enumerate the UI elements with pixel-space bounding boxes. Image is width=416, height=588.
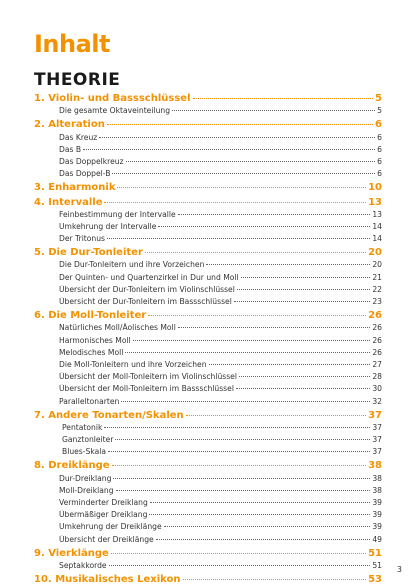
entry-label: Melodisches Moll: [59, 347, 124, 357]
entry-page-number: 39: [372, 498, 382, 507]
dot-leader: [109, 565, 371, 566]
entry-page-number: 38: [368, 460, 382, 472]
entry-page-number: 27: [372, 359, 382, 369]
entry-page-number: 23: [372, 297, 382, 306]
entry-page-number: 38: [372, 485, 382, 495]
entry-label: Das Doppelkreuz: [59, 156, 124, 166]
dot-leader: [116, 490, 371, 491]
dot-leader: [99, 137, 375, 138]
toc-sub-entry[interactable]: [34, 145, 382, 157]
dot-leader: [164, 526, 371, 527]
dot-leader: [172, 110, 375, 111]
page-number: 3: [396, 565, 402, 574]
dot-leader: [149, 514, 370, 515]
entry-label: Umkehrung der Intervalle: [59, 221, 157, 231]
entry-label: Das Kreuz: [59, 132, 98, 142]
dot-leader: [113, 478, 370, 479]
dot-leader: [112, 173, 375, 174]
entry-label: Das Doppel-B: [59, 169, 111, 179]
entry-label: Pentatonik: [62, 422, 103, 432]
toc-sub-entry[interactable]: [34, 397, 382, 409]
dot-leader: [121, 401, 370, 402]
entry-label: Verminderter Dreiklang: [59, 498, 148, 507]
entry-page-number: 21: [372, 272, 382, 282]
dot-leader: [108, 451, 370, 452]
dot-leader: [83, 149, 375, 150]
entry-label: Übersicht der Dreiklänge: [59, 534, 154, 544]
toc-chapter-entry[interactable]: [34, 119, 382, 132]
entry-label: 6. Die Moll-Tonleiter: [34, 310, 147, 322]
entry-label: Übersicht der Moll-Tonleitern im Bassschlüssel: [59, 384, 234, 394]
entry-label: Übermäßiger Dreiklang: [59, 510, 148, 520]
dot-leader: [150, 502, 371, 503]
dot-leader: [186, 415, 366, 416]
entry-page-number: 49: [372, 534, 382, 544]
dot-leader: [107, 124, 373, 125]
entry-page-number: 20: [368, 247, 382, 259]
dot-leader: [115, 439, 370, 440]
entry-page-number: 14: [372, 221, 382, 231]
dot-leader: [206, 264, 370, 265]
entry-label: Ganztonleiter: [62, 435, 114, 445]
entry-label: Übersicht der Dur-Tonleitern im Bassschlüssel: [59, 297, 232, 306]
entry-label: Übersicht der Dur-Tonleitern im Violinschlüssel: [59, 284, 235, 294]
toc-sub-entry[interactable]: [34, 486, 382, 498]
dot-leader: [178, 214, 371, 215]
entry-page-number: 32: [372, 396, 382, 406]
entry-page-number: 13: [372, 209, 382, 219]
entry-page-number: 14: [372, 234, 382, 244]
entry-page-number: 22: [372, 284, 382, 294]
entry-label: Übersicht der Moll-Tonleitern im Violinschlüssel: [59, 372, 237, 382]
dot-leader: [209, 364, 371, 365]
entry-label: Moll-Dreiklang: [59, 485, 114, 495]
entry-label: Der Quinten- und Quartenzirkel in Dur und Moll: [59, 272, 239, 282]
dot-leader: [104, 427, 370, 428]
dot-leader: [107, 238, 370, 239]
entry-label: 5. Die Dur-Tonleiter: [34, 247, 143, 259]
dot-leader: [156, 539, 371, 540]
toc-sub-entry[interactable]: [34, 210, 382, 222]
dot-leader: [148, 315, 366, 316]
entry-label: 10. Musikalisches Lexikon: [34, 574, 181, 586]
entry-page-number: 10: [368, 182, 382, 194]
toc-chapter-entry[interactable]: [34, 93, 382, 106]
entry-label: Harmonisches Moll: [59, 335, 131, 345]
entry-page-number: 6: [375, 119, 382, 131]
toc-sub-entry[interactable]: [34, 372, 382, 384]
entry-page-number: 6: [377, 169, 382, 179]
toc-sub-entry[interactable]: [34, 474, 382, 486]
toc-sub-entry[interactable]: [34, 273, 382, 285]
dot-leader: [193, 98, 374, 99]
dot-leader: [234, 301, 371, 302]
entry-page-number: 5: [375, 93, 382, 104]
entry-page-number: 26: [368, 310, 382, 322]
toc-sub-entry[interactable]: [34, 510, 382, 522]
toc-sub-entry[interactable]: [34, 157, 382, 169]
entry-page-number: 53: [368, 574, 382, 586]
toc-sub-entry[interactable]: [34, 234, 382, 246]
entry-label: Der Tritonus: [59, 234, 106, 244]
toc-chapter-entry[interactable]: [34, 574, 382, 587]
entry-page-number: 26: [372, 335, 382, 345]
toc-sub-entry[interactable]: [34, 498, 382, 510]
dot-leader: [158, 226, 370, 227]
entry-label: 9. Vierklänge: [34, 547, 109, 559]
toc-sub-entry[interactable]: [34, 435, 382, 447]
toc-sub-entry[interactable]: [34, 336, 382, 348]
dot-leader: [236, 388, 370, 389]
dot-leader: [126, 161, 376, 162]
entry-label: 7. Andere Tonarten/Skalen: [34, 409, 184, 421]
toc-sub-entry[interactable]: [34, 535, 382, 547]
entry-page-number: 28: [372, 372, 382, 382]
dot-leader: [117, 187, 366, 188]
section-title: THEORIE: [34, 70, 121, 90]
dot-leader: [145, 252, 366, 253]
entry-label: Umkehrung der Dreiklänge: [59, 522, 162, 532]
dot-leader: [125, 352, 370, 353]
toc-chapter-entry[interactable]: [34, 410, 382, 423]
dot-leader: [241, 277, 371, 278]
entry-label: 8. Dreiklänge: [34, 460, 110, 472]
toc-sub-entry[interactable]: [34, 561, 382, 573]
toc-sub-entry[interactable]: [34, 384, 382, 396]
dot-leader: [239, 376, 370, 377]
entry-page-number: 30: [372, 384, 382, 394]
dot-leader: [111, 553, 366, 554]
entry-label: Paralleltonarten: [59, 396, 120, 406]
toc-sub-entry[interactable]: [34, 285, 382, 297]
entry-page-number: 51: [372, 560, 382, 570]
entry-label: Blues-Skala: [62, 447, 107, 457]
entry-label: Das B: [59, 144, 82, 154]
toc-sub-entry[interactable]: [34, 522, 382, 534]
entry-page-number: 6: [377, 132, 382, 142]
toc-sub-entry[interactable]: [34, 423, 382, 435]
toc-chapter-entry[interactable]: [34, 197, 382, 210]
toc-sub-entry[interactable]: [34, 106, 382, 118]
entry-label: Natürliches Moll/Äolisches Moll: [59, 323, 176, 333]
toc-chapter-entry[interactable]: [34, 182, 382, 195]
entry-page-number: 37: [372, 422, 382, 432]
toc-sub-entry[interactable]: [34, 447, 382, 459]
entry-label: 4. Intervalle: [34, 196, 103, 208]
dot-leader: [183, 579, 367, 580]
entry-page-number: 26: [372, 323, 382, 333]
entry-page-number: 6: [377, 156, 382, 166]
toc-sub-entry[interactable]: [34, 133, 382, 145]
toc-chapter-entry[interactable]: [34, 310, 382, 323]
toc-chapter-entry[interactable]: [34, 548, 382, 561]
entry-page-number: 37: [372, 435, 382, 445]
toc-chapter-entry[interactable]: [34, 460, 382, 473]
entry-page-number: 6: [377, 144, 382, 154]
entry-label: 1. Violin- und Bassschlüssel: [34, 93, 191, 104]
entry-page-number: 20: [372, 260, 382, 270]
toc-sub-entry[interactable]: [34, 169, 382, 181]
dot-leader: [104, 202, 366, 203]
entry-label: Die Dur-Tonleitern und ihre Vorzeichen: [59, 260, 205, 270]
entry-label: Dur-Dreiklang: [59, 473, 112, 483]
entry-label: 2. Alteration: [34, 119, 105, 131]
dot-leader: [178, 327, 371, 328]
table-of-contents: [34, 92, 382, 587]
dot-leader: [112, 465, 367, 466]
page-title: Inhalt: [34, 30, 110, 58]
entry-page-number: 51: [368, 547, 382, 559]
entry-label: Septakkorde: [59, 560, 107, 570]
toc-sub-entry[interactable]: [34, 222, 382, 234]
toc-sub-entry[interactable]: [34, 260, 382, 272]
entry-page-number: 39: [372, 522, 382, 532]
entry-page-number: 38: [372, 473, 382, 483]
entry-label: Die gesamte Oktaveinteilung: [59, 106, 171, 116]
dot-leader: [237, 289, 370, 290]
toc-sub-entry[interactable]: [34, 348, 382, 360]
toc-sub-entry[interactable]: [34, 323, 382, 335]
entry-page-number: 13: [368, 196, 382, 208]
dot-leader: [133, 340, 371, 341]
toc-chapter-entry[interactable]: [34, 247, 382, 260]
entry-page-number: 37: [372, 447, 382, 457]
entry-page-number: 26: [372, 347, 382, 357]
entry-label: Feinbestimmung der Intervalle: [59, 209, 176, 219]
toc-sub-entry[interactable]: [34, 360, 382, 372]
toc-sub-entry[interactable]: [34, 297, 382, 309]
entry-label: 3. Enharmonik: [34, 182, 116, 194]
entry-label: Die Moll-Tonleitern und ihre Vorzeichen: [59, 359, 207, 369]
entry-page-number: 39: [372, 510, 382, 520]
entry-page-number: 37: [368, 409, 382, 421]
entry-page-number: 5: [377, 106, 382, 116]
